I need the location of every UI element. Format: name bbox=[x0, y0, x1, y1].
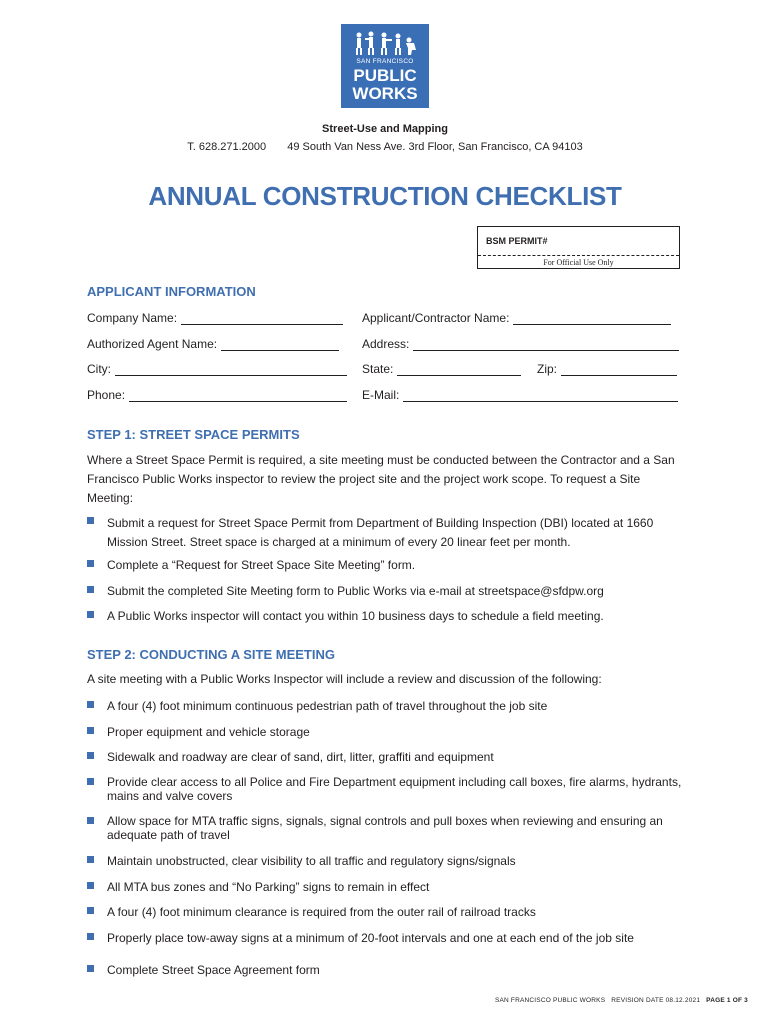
zip-label: Zip: bbox=[537, 362, 558, 376]
step1-item: Submit a request for Street Space Permit from Department of Building Inspection (DBI) located at 1660 Mission Street. Street space is charged at a minimum of every 20 linear feet per month. bbox=[87, 514, 687, 552]
bullet-square-icon bbox=[87, 517, 94, 524]
step1-item: Complete a “Request for Street Space Site Meeting” form. bbox=[87, 557, 687, 573]
logo-line-works: WORKS bbox=[352, 84, 418, 103]
permit-box-divider bbox=[478, 255, 679, 256]
zip-field[interactable] bbox=[537, 362, 677, 376]
step2-intro: A site meeting with a Public Works Inspector will include a review and discussion of the following: bbox=[87, 672, 602, 686]
company-name-label: Company Name: bbox=[87, 311, 178, 325]
logo-line-city: SAN FRANCISCO bbox=[356, 58, 414, 65]
bullet-square-icon bbox=[87, 611, 94, 618]
city-input[interactable] bbox=[115, 363, 347, 376]
email-label: E-Mail: bbox=[362, 388, 400, 402]
contractor-name-label: Applicant/Contractor Name: bbox=[362, 311, 510, 325]
official-use-note: For Official Use Only bbox=[543, 258, 614, 267]
step2-item: Complete Street Space Agreement form bbox=[87, 962, 687, 978]
bullet-square-icon bbox=[87, 778, 94, 785]
company-name-input[interactable] bbox=[181, 312, 343, 325]
bullet-square-icon bbox=[87, 907, 94, 914]
step2-item: Maintain unobstructed, clear visibility to all traffic and regulatory signs/signals bbox=[87, 853, 687, 869]
step2-item: Allow space for MTA traffic signs, signals, signal controls and pull boxes when reviewing and ensuring an adequate path of travel bbox=[87, 814, 687, 842]
step1-item: Submit the completed Site Meeting form to Public Works via e-mail at streetspace@sfdpw.org bbox=[87, 583, 687, 599]
phone-label: Phone: bbox=[87, 388, 126, 402]
contractor-name-field[interactable] bbox=[362, 311, 671, 325]
bullet-square-icon bbox=[87, 560, 94, 567]
address-label: Address: bbox=[362, 337, 410, 351]
step2-item: Provide clear access to all Police and Fire Department equipment including call boxes, fire alarms, hydrants, mains and valve covers bbox=[87, 775, 687, 803]
email-input[interactable] bbox=[403, 389, 678, 402]
footer-org: SAN FRANCISCO PUBLIC WORKS bbox=[494, 997, 606, 1004]
workers-silhouette-icon bbox=[351, 30, 419, 56]
phone-field[interactable] bbox=[87, 388, 347, 402]
step2-heading: STEP 2: CONDUCTING A SITE MEETING bbox=[87, 647, 335, 662]
footer-revision: REVISION DATE 08.12.2021 bbox=[611, 997, 701, 1004]
department-name: Street-Use and Mapping bbox=[322, 123, 448, 135]
agent-name-input[interactable] bbox=[221, 338, 339, 351]
email-field[interactable] bbox=[362, 388, 678, 402]
bullet-square-icon bbox=[87, 701, 94, 708]
contractor-name-input[interactable] bbox=[513, 312, 671, 325]
address-field[interactable] bbox=[362, 337, 679, 351]
contact-line bbox=[0, 141, 770, 153]
company-name-field[interactable] bbox=[87, 311, 343, 325]
step1-heading: STEP 1: STREET SPACE PERMITS bbox=[87, 427, 300, 442]
agent-name-field[interactable] bbox=[87, 337, 339, 351]
city-label: City: bbox=[87, 362, 111, 376]
step2-item: Proper equipment and vehicle storage bbox=[87, 724, 687, 740]
applicant-info-heading: APPLICANT INFORMATION bbox=[87, 284, 256, 299]
bullet-square-icon bbox=[87, 856, 94, 863]
address-input[interactable] bbox=[413, 338, 679, 351]
phone-number: T. 628.271.2000 bbox=[187, 141, 267, 153]
bullet-square-icon bbox=[87, 586, 94, 593]
permit-number-label: BSM PERMIT# bbox=[486, 236, 548, 246]
bullet-square-icon bbox=[87, 817, 94, 824]
state-field[interactable] bbox=[362, 362, 521, 376]
bullet-square-icon bbox=[87, 933, 94, 940]
logo-line-public: PUBLIC bbox=[353, 66, 417, 85]
public-works-logo bbox=[341, 24, 429, 108]
bullet-square-icon bbox=[87, 882, 94, 889]
zip-input[interactable] bbox=[561, 363, 677, 376]
state-label: State: bbox=[362, 362, 394, 376]
city-field[interactable] bbox=[87, 362, 347, 376]
step2-item: All MTA bus zones and “No Parking” signs to remain in effect bbox=[87, 879, 687, 895]
phone-input[interactable] bbox=[129, 389, 347, 402]
bullet-square-icon bbox=[87, 727, 94, 734]
step1-intro: Where a Street Space Permit is required, a site meeting must be conducted between the Contractor and a San Francisco Public Works inspector to review the project site and the project work scope. To request a Site Meeting: bbox=[87, 453, 675, 505]
page-footer bbox=[495, 997, 748, 1004]
step2-item: Properly place tow-away signs at a minimum of 20-foot intervals and one at each end of the job site bbox=[87, 930, 687, 946]
office-address: 49 South Van Ness Ave. 3rd Floor, San Francisco, CA 94103 bbox=[287, 141, 583, 153]
bullet-square-icon bbox=[87, 752, 94, 759]
permit-number-box[interactable] bbox=[477, 226, 680, 269]
state-input[interactable] bbox=[397, 363, 521, 376]
page-title: ANNUAL CONSTRUCTION CHECKLIST bbox=[148, 181, 622, 211]
step2-item: A four (4) foot minimum clearance is required from the outer rail of railroad tracks bbox=[87, 904, 687, 920]
agent-name-label: Authorized Agent Name: bbox=[87, 337, 218, 351]
step1-item: A Public Works inspector will contact you within 10 business days to schedule a field meeting. bbox=[87, 608, 687, 624]
step2-item: A four (4) foot minimum continuous pedestrian path of travel throughout the job site bbox=[87, 698, 687, 714]
footer-page-number: PAGE 1 OF 3 bbox=[706, 997, 748, 1004]
step2-item: Sidewalk and roadway are clear of sand, dirt, litter, graffiti and equipment bbox=[87, 749, 687, 765]
bullet-square-icon bbox=[87, 965, 94, 972]
